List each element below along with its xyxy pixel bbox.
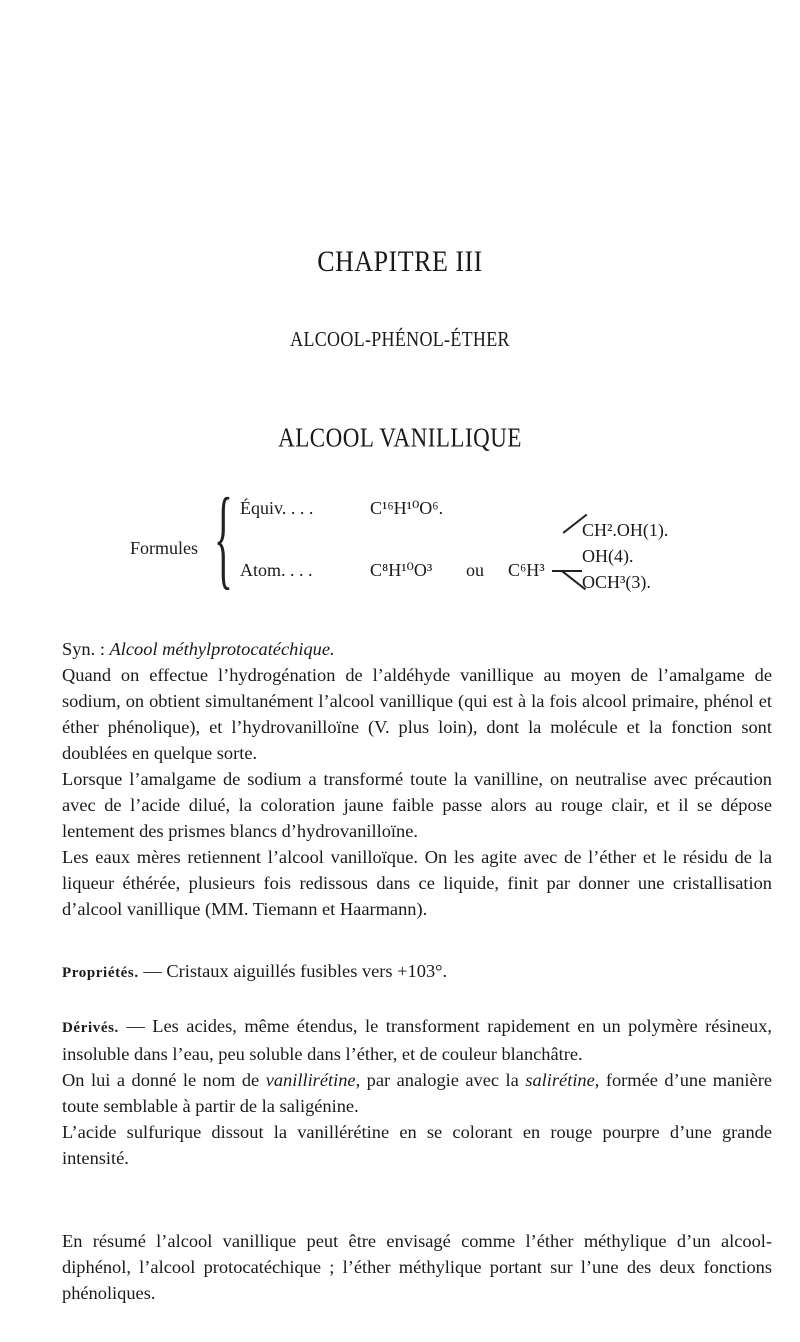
- body-text-1: [62, 636, 772, 922]
- paragraph: L’acide sulfurique dissout la vanillérétine en se colorant en rouge pourpre d’une grande intensité.: [62, 1122, 772, 1168]
- ring-formula: C⁶H³: [508, 560, 545, 580]
- paragraph: Les eaux mères retiennent l’alcool vanilloïque. On les agite avec de l’éther et le résidu de la liqueur éthérée, plusieurs fois redissous dans ce liquide, finit par donner une cristallisation d’alcool vanillique (MM. Tiemann et Haarmann).: [62, 847, 772, 919]
- section-subtitle: ALCOOL-PHÉNOL-ÉTHER: [290, 326, 510, 351]
- atom-label: Atom. . . .: [240, 560, 313, 580]
- derives-text: — Les acides, même étendus, le transforment rapidement en un polymère résineux, insoluble dans l’eau, peu soluble dans l’éther, et de couleur blanchâtre.: [62, 1016, 772, 1064]
- formula-label: Formules: [130, 538, 199, 558]
- paragraph: [62, 766, 772, 844]
- p5-part-b: , par analogie avec la: [355, 1070, 526, 1090]
- substituent-2: OH(4).: [582, 546, 634, 566]
- properties-label: Propriétés.: [62, 965, 139, 981]
- body-text-2: [62, 1013, 772, 1171]
- body-text-3: [62, 1228, 772, 1306]
- substituent-3: OCH³(3).: [582, 572, 651, 592]
- paragraph: Quand on effectue l’hydrogénation de l’aldéhyde vanillique au moyen de l’amalgame de sodium, on obtient simultanément l’alcool vanillique (qui est à la fois alcool primaire, phénol et éther phénolique), et l’hydrovanilloïne (V. plus loin), dont la molécule et la fonction sont doublées en quelque sorte.: [62, 665, 772, 763]
- synonym-line: [62, 636, 772, 662]
- brace-icon: {: [214, 476, 233, 600]
- paragraph: En résumé l’alcool vanillique peut être envisagé comme l’éther méthylique d’un alcool-diphénol, l’alcool protocatéchique ; l’éther méthylique portant sur l’une des deux fonctions phénoliques.: [62, 1231, 772, 1303]
- syn-value: Alcool méthylprotocatéchique.: [109, 639, 335, 659]
- p5-italic-1: vanillirétine: [265, 1070, 356, 1090]
- substituent-1: CH².OH(1).: [582, 520, 669, 540]
- chapter-heading: CHAPITRE III: [317, 244, 483, 279]
- equiv-formula: C¹⁶H¹⁰O⁶.: [370, 498, 444, 518]
- syn-label: Syn. :: [62, 639, 105, 659]
- compound-title: ALCOOL VANILLIQUE: [278, 422, 522, 453]
- p5-part-a: On lui a donné le nom de: [62, 1070, 266, 1090]
- formula-or: ou: [466, 560, 484, 580]
- formula-block: [130, 476, 690, 602]
- properties-line: [62, 958, 772, 986]
- bond-line-middle: [552, 570, 582, 572]
- atom-formula: C⁸H¹⁰O³: [370, 560, 433, 580]
- properties-text: — Cristaux aiguillés fusibles vers +103°.: [143, 961, 448, 981]
- p5-italic-2: salirétine: [525, 1070, 595, 1090]
- p5-part-c: , formée d’une manière toute semblable à partir de la saligénine.: [62, 1070, 772, 1116]
- equiv-label: Équiv. . . .: [240, 498, 314, 518]
- paragraph-text: Lorsque l’amalgame de sodium a transformé toute la vanilline, on neutralise avec précaution avec de l’acide dilué, la coloration jaune faible passe alors au rouge clair, et il se dépose lentement des prismes blancs d’hydrovanilloïne.: [62, 769, 772, 841]
- paragraph: [62, 1067, 772, 1119]
- derives-label: Dérivés.: [62, 1020, 119, 1036]
